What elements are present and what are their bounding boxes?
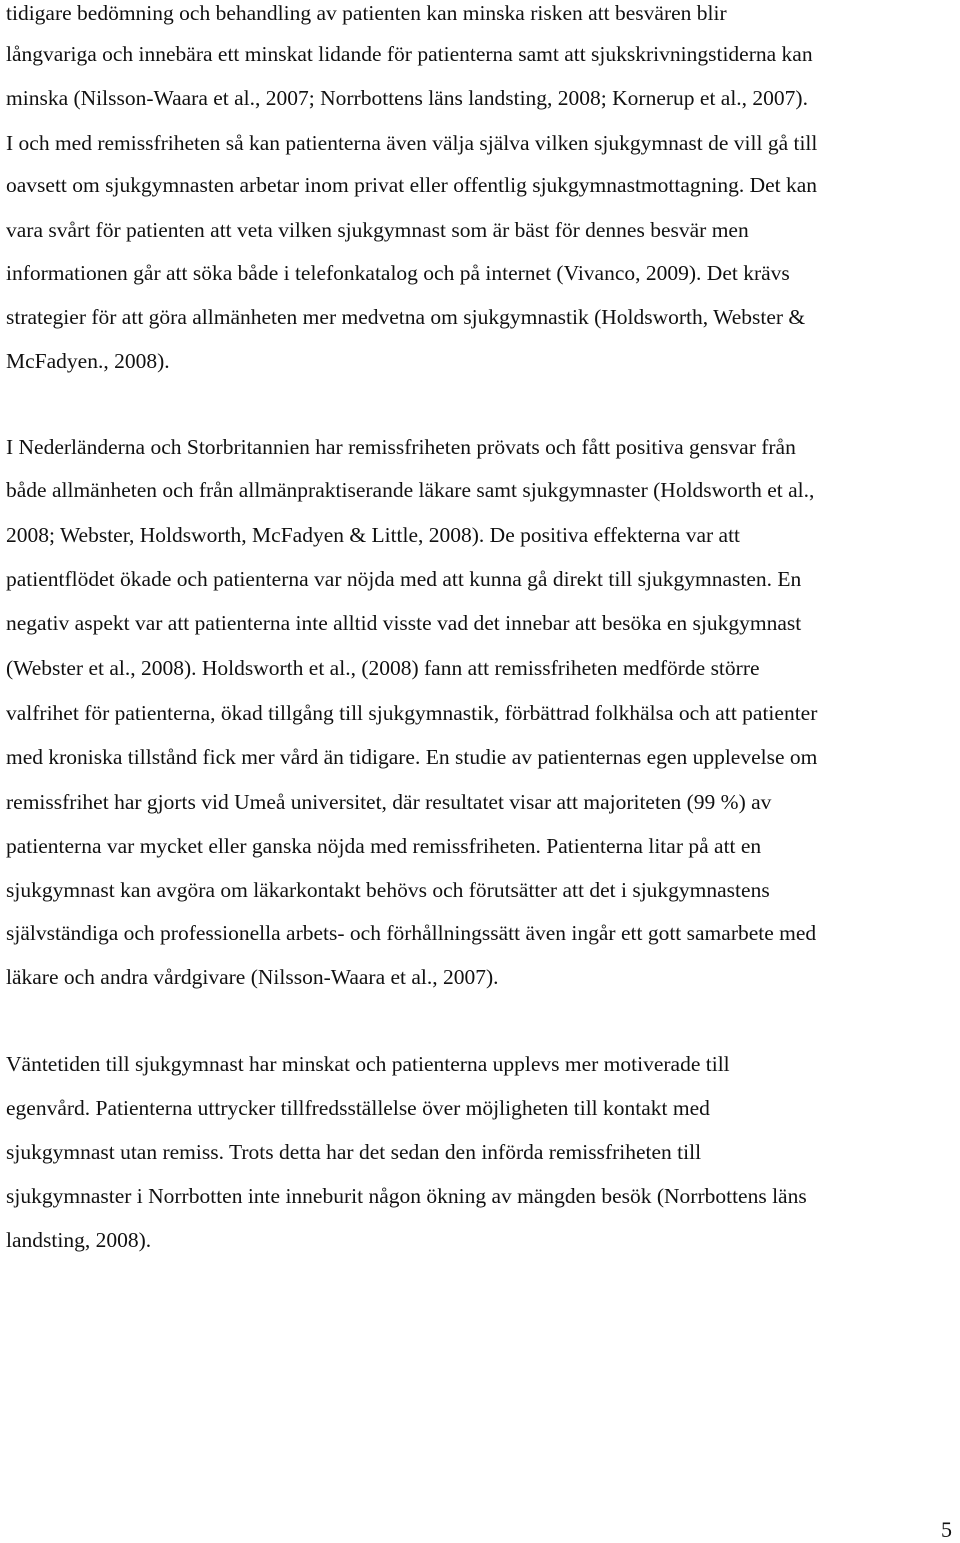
text-line: (Webster et al., 2008). Holdsworth et al., (2008) fann att remissfriheten medförde större [6, 656, 760, 680]
text-line: sjukgymnast utan remiss. Trots detta har det sedan den införda remissfriheten till [6, 1140, 702, 1164]
text-line: minska (Nilsson-Waara et al., 2007; Norrbottens läns landsting, 2008; Kornerup et al., 2007). [6, 86, 808, 110]
text-line: sjukgymnaster i Norrbotten inte inneburit någon ökning av mängden besök (Norrbottens läns [6, 1184, 807, 1208]
text-line: valfrihet för patienterna, ökad tillgång till sjukgymnastik, förbättrad folkhälsa och att patienter [6, 701, 818, 725]
text-line: vara svårt för patienten att veta vilken sjukgymnast som är bäst för dennes besvär men [6, 218, 749, 242]
text-line: oavsett om sjukgymnasten arbetar inom privat eller offentlig sjukgymnastmottagning. Det kan [6, 173, 818, 197]
text-line: strategier för att göra allmänheten mer medvetna om sjukgymnastik (Holdsworth, Webster & [6, 305, 806, 329]
text-line: landsting, 2008). [6, 1228, 152, 1252]
text-line: både allmänheten och från allmänpraktiserande läkare samt sjukgymnaster (Holdsworth et al., [6, 478, 815, 502]
text-line: remissfrihet har gjorts vid Umeå universitet, där resultatet visar att majoriteten (99 %) av [6, 790, 772, 814]
text-line: egenvård. Patienterna uttrycker tillfredsställelse över möjligheten till kontakt med [6, 1096, 710, 1120]
text-line: I och med remissfriheten så kan patienterna även välja själva vilken sjukgymnast de vill gå till [6, 131, 818, 155]
text-line: långvariga och innebära ett minskat lidande för patienterna samt att sjukskrivningstiderna kan [6, 42, 813, 66]
text-line: patientflödet ökade och patienterna var nöjda med att kunna gå direkt till sjukgymnasten. En [6, 567, 802, 591]
text-line: med kroniska tillstånd fick mer vård än tidigare. En studie av patienternas egen upplevelse om [6, 745, 818, 769]
text-line: tidigare bedömning och behandling av patienten kan minska risken att besvären blir [6, 1, 727, 25]
text-line: sjukgymnast kan avgöra om läkarkontakt behövs och förutsätter att det i sjukgymnastens [6, 878, 770, 902]
text-line: informationen går att söka både i telefonkatalog och på internet (Vivanco, 2009). Det krävs [6, 261, 790, 285]
page-number: 5 [941, 1517, 952, 1542]
text-line: Väntetiden till sjukgymnast har minskat och patienterna upplevs mer motiverade till [6, 1052, 730, 1076]
text-line: McFadyen., 2008). [6, 349, 170, 373]
text-line: I Nederländerna och Storbritannien har remissfriheten prövats och fått positiva gensvar från [6, 435, 796, 459]
text-line: 2008; Webster, Holdsworth, McFadyen & Little, 2008). De positiva effekterna var att [6, 523, 741, 547]
text-line: negativ aspekt var att patienterna inte alltid visste vad det innebar att besöka en sjukgymnast [6, 611, 802, 635]
text-line: läkare och andra vårdgivare (Nilsson-Waara et al., 2007). [6, 965, 499, 989]
text-line: självständiga och professionella arbets- och förhållningssätt även ingår ett gott samarbete med [6, 921, 817, 945]
text-line: patienterna var mycket eller ganska nöjda med remissfriheten. Patienterna litar på att en [6, 834, 762, 858]
